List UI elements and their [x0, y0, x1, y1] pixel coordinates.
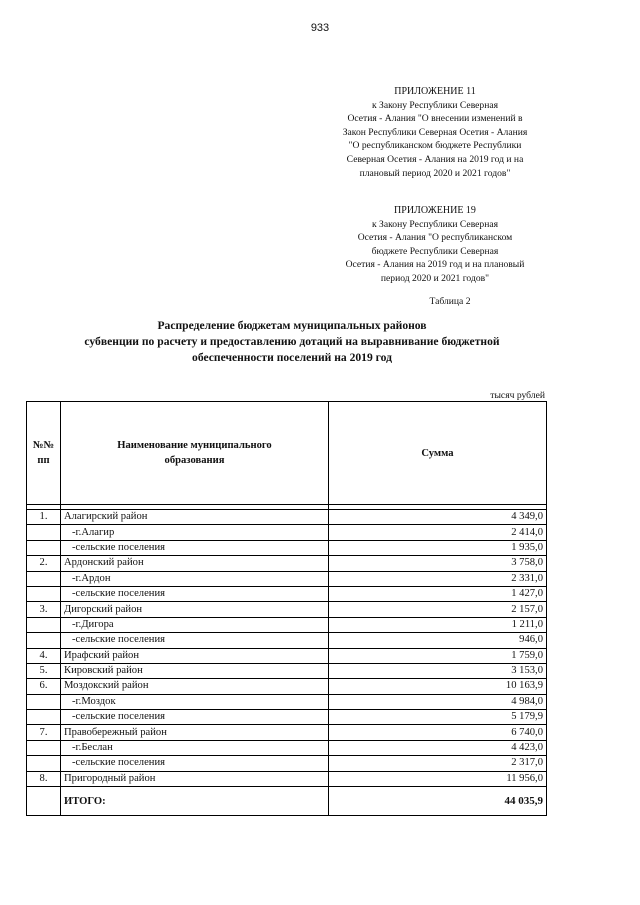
table-row	[27, 510, 547, 525]
row-name: -сельские поселения	[61, 540, 329, 555]
table-row	[27, 525, 547, 540]
row-amount: 3 758,0	[329, 556, 547, 571]
table-row	[27, 540, 547, 555]
row-number	[27, 710, 61, 725]
row-number: 3.	[27, 602, 61, 617]
table-row	[27, 648, 547, 663]
document-title	[0, 318, 584, 366]
title-line: обеспеченности поселений на 2019 год	[192, 351, 392, 364]
header-name	[61, 402, 329, 505]
table-row	[27, 725, 547, 740]
row-name: -сельские поселения	[61, 710, 329, 725]
title-line: субвенции по расчету и предоставлению дотаций на выравнивание бюджетной	[84, 335, 500, 348]
appendix-11-line: к Закону Республики Северная	[371, 99, 499, 111]
row-number	[27, 540, 61, 555]
appendix-11-line: плановый период 2020 и 2021 годов"	[359, 167, 511, 179]
row-number: 6.	[27, 679, 61, 694]
units-label: тысяч рублей	[490, 390, 545, 401]
appendix-11-title: ПРИЛОЖЕНИЕ 11	[394, 86, 476, 97]
budget-table	[26, 401, 547, 816]
header-num-line: пп	[37, 455, 50, 466]
table-label: Таблица 2	[429, 296, 471, 307]
total-num-cell	[27, 787, 61, 816]
row-name: Правобережный район	[61, 725, 329, 740]
row-name: -г.Моздок	[61, 694, 329, 709]
row-name: Моздокский район	[61, 679, 329, 694]
row-name: Кировский район	[61, 663, 329, 678]
row-amount: 3 153,0	[329, 663, 547, 678]
row-name: -сельские поселения	[61, 756, 329, 771]
row-number: 8.	[27, 771, 61, 786]
row-number: 7.	[27, 725, 61, 740]
appendix-19-line: Осетия - Алания на 2019 год и на плановый	[345, 259, 525, 271]
appendix-19-line: период 2020 и 2021 годов"	[380, 272, 490, 284]
row-number: 2.	[27, 556, 61, 571]
appendix-19-line: бюджете Республики Северная	[371, 245, 499, 257]
row-amount: 1 427,0	[329, 586, 547, 601]
row-amount: 6 740,0	[329, 725, 547, 740]
row-name: -сельские поселения	[61, 633, 329, 648]
row-number: 4.	[27, 648, 61, 663]
appendix-11-header	[320, 85, 550, 180]
table-row	[27, 740, 547, 755]
table-row	[27, 617, 547, 632]
row-amount: 5 179,9	[329, 710, 547, 725]
row-amount: 1 759,0	[329, 648, 547, 663]
row-name: Пригородный район	[61, 771, 329, 786]
row-number	[27, 756, 61, 771]
row-number	[27, 525, 61, 540]
row-number	[27, 694, 61, 709]
row-amount: 946,0	[329, 633, 547, 648]
appendix-19-header	[320, 204, 550, 286]
row-number: 1.	[27, 510, 61, 525]
row-name: Дигорский район	[61, 602, 329, 617]
row-amount: 2 157,0	[329, 602, 547, 617]
table-row	[27, 663, 547, 678]
title-line: Распределение бюджетам муниципальных районов	[157, 319, 427, 332]
row-name: Ирафский район	[61, 648, 329, 663]
row-number	[27, 571, 61, 586]
table-row	[27, 586, 547, 601]
table-row	[27, 602, 547, 617]
row-name: Алагирский район	[61, 510, 329, 525]
row-number	[27, 617, 61, 632]
total-amount: 44 035,9	[329, 787, 547, 816]
row-number	[27, 740, 61, 755]
row-amount: 2 317,0	[329, 756, 547, 771]
row-amount: 1 935,0	[329, 540, 547, 555]
table-total-row	[27, 787, 547, 816]
appendix-19-title: ПРИЛОЖЕНИЕ 19	[394, 205, 476, 216]
appendix-11-line: Закон Республики Северная Осетия - Алания	[342, 126, 528, 138]
appendix-11-line: Осетия - Алания "О внесении изменений в	[347, 113, 523, 125]
appendix-11-line: "О республиканском бюджете Республики	[348, 140, 522, 152]
row-name: Ардонский район	[61, 556, 329, 571]
row-name: -г.Алагир	[61, 525, 329, 540]
table-row	[27, 771, 547, 786]
table-row	[27, 556, 547, 571]
row-amount: 1 211,0	[329, 617, 547, 632]
header-amount: Сумма	[329, 402, 547, 505]
row-name: -г.Беслан	[61, 740, 329, 755]
row-name: -сельские поселения	[61, 586, 329, 601]
header-name-line: Наименование муниципального	[117, 440, 272, 451]
table-row	[27, 679, 547, 694]
row-name: -г.Ардон	[61, 571, 329, 586]
row-amount: 10 163,9	[329, 679, 547, 694]
header-num-line: №№	[32, 440, 55, 451]
header-num	[27, 402, 61, 505]
row-amount: 4 349,0	[329, 510, 547, 525]
row-amount: 2 414,0	[329, 525, 547, 540]
total-label: ИТОГО:	[61, 787, 329, 816]
page-number: 933	[310, 22, 330, 34]
row-amount: 4 984,0	[329, 694, 547, 709]
row-name: -г.Дигора	[61, 617, 329, 632]
table-header-row	[27, 402, 547, 505]
table-row	[27, 633, 547, 648]
table-row	[27, 756, 547, 771]
header-name-line: образования	[164, 455, 225, 466]
table-row	[27, 571, 547, 586]
table-row	[27, 710, 547, 725]
row-number	[27, 633, 61, 648]
appendix-19-line: Осетия - Алания "О республиканском	[357, 232, 513, 244]
row-amount: 11 956,0	[329, 771, 547, 786]
table-row	[27, 694, 547, 709]
row-number	[27, 586, 61, 601]
appendix-19-line: к Закону Республики Северная	[371, 218, 499, 230]
appendix-11-line: Северная Осетия - Алания на 2019 год и на	[346, 153, 524, 165]
row-amount: 4 423,0	[329, 740, 547, 755]
row-amount: 2 331,0	[329, 571, 547, 586]
row-number: 5.	[27, 663, 61, 678]
